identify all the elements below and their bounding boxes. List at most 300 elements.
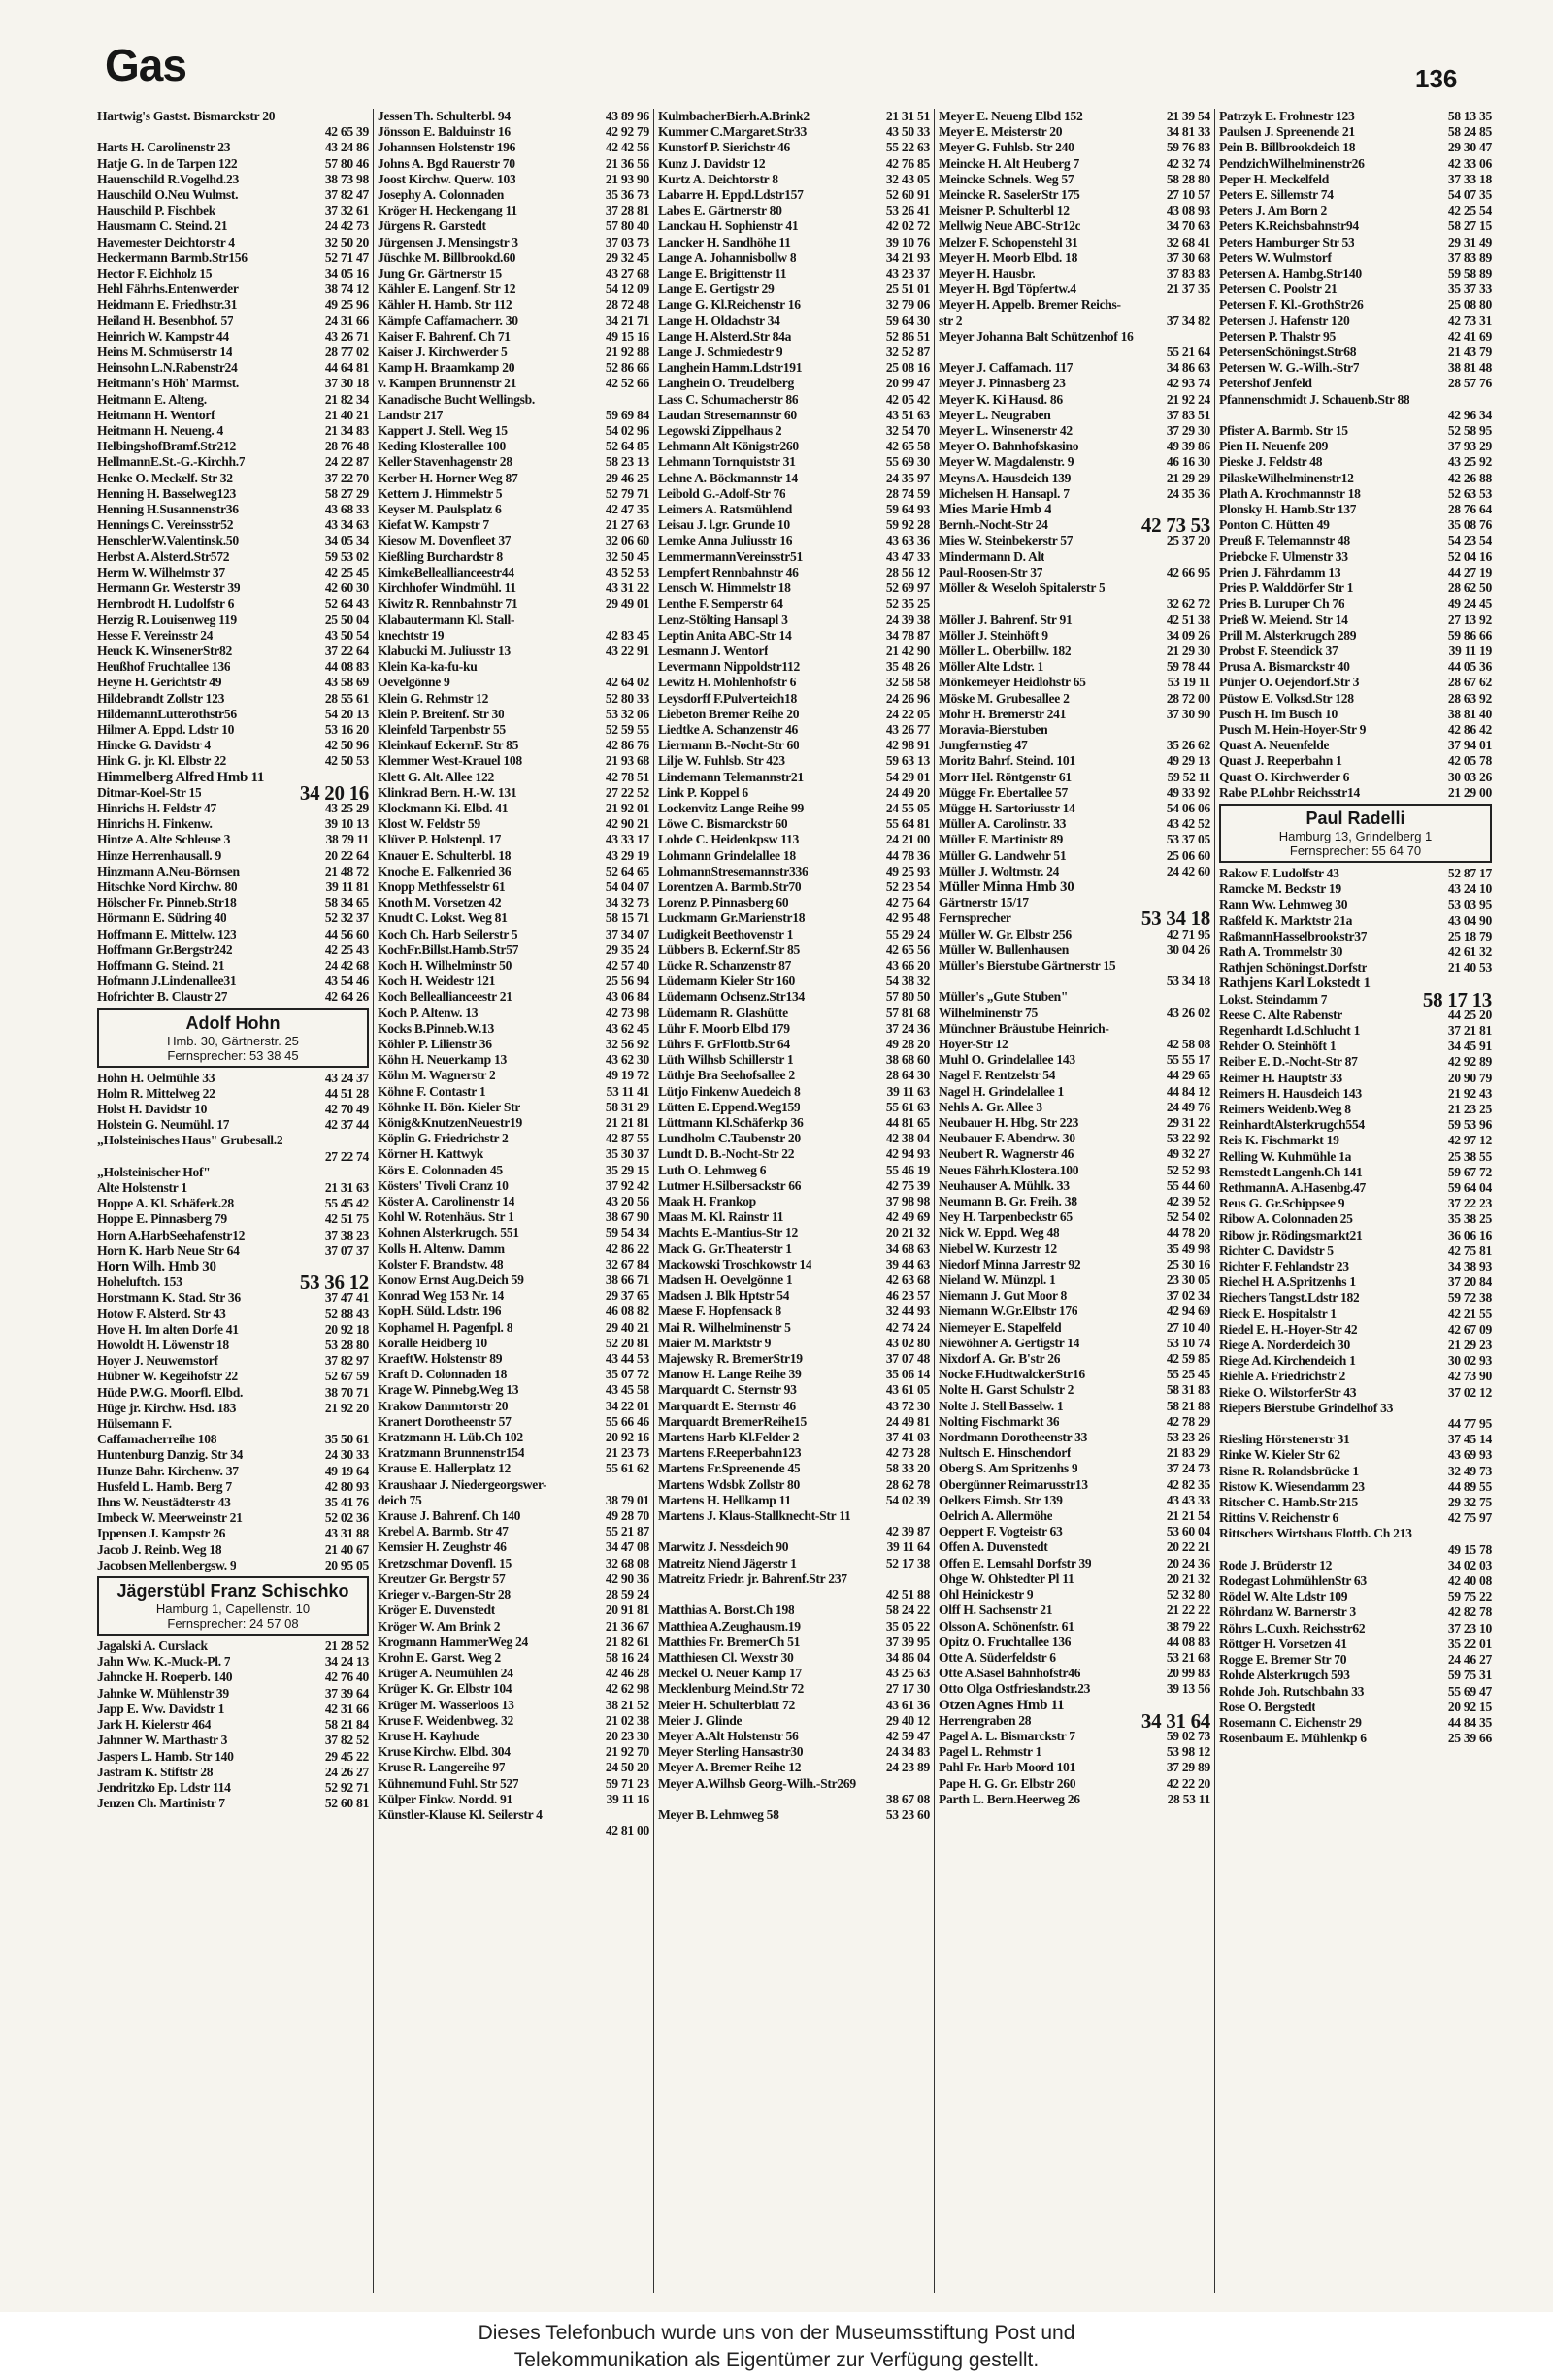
listing-name: Lange E. Brigittenstr 11: [658, 266, 787, 281]
listing-name: Löwe C. Bismarckstr 60: [658, 816, 788, 832]
listing-entry: [939, 1508, 1210, 1524]
listing-entry: [1219, 1196, 1492, 1211]
listing-phone: 21 23 25: [1447, 1101, 1492, 1116]
listing-phone: 53 34 18: [1140, 910, 1210, 927]
listing-name: Jark H. Kielerstr 464: [97, 1717, 212, 1733]
listing-phone: 43 61 36: [885, 1697, 930, 1712]
listing-name: Lehmann Tornquiststr 31: [658, 454, 796, 470]
listing-entry: [939, 1713, 1210, 1729]
listing-phone: 54 12 09: [605, 281, 649, 297]
listing-entry: [378, 1006, 649, 1021]
listing-phone: 37 24 73: [1166, 1461, 1210, 1476]
listing-name: Kretzschmar Dovenfl. 15: [378, 1555, 512, 1570]
listing-entry: [97, 1796, 369, 1811]
listing-entry: [378, 345, 649, 360]
listing-phone: 24 21 00: [885, 832, 930, 847]
listing-phone: [1486, 392, 1492, 408]
listing-phone: 37 22 70: [324, 470, 369, 485]
listing-name: Lütjo Finkenw Auedeich 8: [658, 1083, 801, 1099]
listing-entry: [939, 707, 1210, 722]
listing-name: Ritscher C. Hamb.Str 215: [1219, 1495, 1358, 1510]
listing-name: Lübbers B. Eckernf.Str 85: [658, 942, 800, 957]
listing-entry: [97, 1322, 369, 1338]
listing-phone: 42 50 53: [324, 753, 369, 769]
listing-name: Marwitz J. Nessdeich 90: [658, 1539, 789, 1555]
listing-phone: 53 21 68: [1166, 1649, 1210, 1665]
listing-phone: 42 47 35: [605, 502, 649, 517]
listing-name: Hoheluftch. 153: [97, 1274, 182, 1290]
listing-entry: [658, 454, 930, 470]
listing-entry: [939, 879, 1210, 895]
listing-entry: [97, 314, 369, 329]
listing-entry: [658, 659, 930, 675]
listing-entry: [97, 533, 369, 548]
listing-phone: [644, 612, 649, 628]
listing-phone: 53 11 41: [606, 1083, 649, 1099]
listing-entry: [658, 408, 930, 423]
listing-entry: [658, 722, 930, 738]
listing-name: Hauschild O.Neu Wulmst.: [97, 187, 239, 203]
listing-entry: [939, 1115, 1210, 1131]
listing-entry: [658, 1021, 930, 1037]
listing-phone: 52 79 71: [605, 485, 649, 501]
listing-name: Horn A.HarbSeehafenstr12: [97, 1227, 246, 1242]
listing-phone: 34 78 87: [885, 627, 930, 643]
listing-entry: [1219, 1558, 1492, 1573]
listing-entry: [97, 1385, 369, 1401]
listing-name: Mellwig Neue ABC-Str12c: [939, 218, 1081, 234]
listing-phone: 42 02 72: [885, 218, 930, 234]
listing-phone: 52 60 81: [324, 1796, 369, 1811]
listing-name: Knudt C. Lokst. Weg 81: [378, 910, 508, 926]
listing-phone: 37 02 34: [1166, 1288, 1210, 1304]
listing-entry: [658, 423, 930, 439]
listing-name: Lange H. Oldachstr 34: [658, 313, 780, 328]
listing-name: Joost Kirchw. Querw. 103: [378, 171, 516, 186]
listing-phone: 42 94 93: [885, 1146, 930, 1162]
listing-name: Hoyer J. Neuwemstorf: [97, 1353, 218, 1369]
listing-name: Riepers Bierstube Grindelhof 33: [1219, 1400, 1394, 1415]
listing-entry: [97, 895, 369, 910]
listing-name: Mack G. Gr.Theaterstr 1: [658, 1240, 792, 1256]
listing-name: Möller Alte Ldstr. 1: [939, 659, 1044, 675]
listing-phone: 29 32 75: [1447, 1495, 1492, 1510]
listing-phone: 43 47 33: [885, 548, 930, 564]
listing-phone: 54 02 39: [885, 1492, 930, 1507]
listing-name: Rinke W. Kieler Str 62: [1219, 1447, 1340, 1463]
listing-phone: 49 15 78: [1447, 1541, 1492, 1557]
listing-phone: 42 86 76: [605, 738, 649, 753]
listing-name: PetersenSchöningst.Str68: [1219, 345, 1357, 360]
listing-entry: [378, 1524, 649, 1539]
listing-phone: 42 73 31: [1447, 313, 1492, 328]
listing-entry: [378, 1698, 649, 1713]
listing-phone: 20 99 47: [885, 376, 930, 391]
listing-phone: 52 58 95: [1447, 423, 1492, 439]
listing-entry: [1219, 866, 1492, 881]
listing-entry: [939, 1052, 1210, 1068]
listing-phone: 20 99 83: [1166, 1666, 1210, 1681]
listing-phone: 37 94 01: [1447, 738, 1492, 753]
listing-phone: 58 28 80: [1166, 171, 1210, 186]
listing-name: Petersen P. Thalstr 95: [1219, 328, 1337, 344]
listing-name: Kreutzer Gr. Bergstr 57: [378, 1570, 506, 1586]
listing-name: Neumann B. Gr. Freih. 38: [939, 1194, 1077, 1209]
listing-phone: 32 62 72: [1166, 596, 1210, 612]
listing-name: Jastram K. Stiftstr 28: [97, 1764, 214, 1779]
listing-name: Hübner W. Kegeihofstr 22: [97, 1369, 238, 1384]
listing-phone: 42 97 12: [1447, 1133, 1492, 1148]
listing-phone: [363, 1259, 369, 1274]
listing-name: Hölscher Fr. Pinneb.Str18: [97, 895, 237, 910]
listing-name: Melzer F. Schopenstehl 31: [939, 234, 1078, 249]
listing-entry: [378, 707, 649, 722]
listing-name: Legowski Zippelhaus 2: [658, 423, 782, 439]
listing-name: Krebel A. Barmb. Str 47: [378, 1524, 509, 1539]
listing-entry: [1219, 392, 1492, 408]
listing-name: Obergünner Reimarusstr13: [939, 1476, 1088, 1492]
listing-phone: 52 87 17: [1447, 865, 1492, 880]
listing-name: Rosenbaum E. Mühlenkp 6: [1219, 1731, 1367, 1746]
listing-entry: [97, 218, 369, 234]
listing-phone: 52 52 93: [1166, 1162, 1210, 1177]
listing-entry: [1219, 360, 1492, 376]
listing-entry: [97, 770, 369, 785]
listing-name: Ney H. Tarpenbeckstr 65: [939, 1209, 1073, 1225]
listing-name: Leptin Anita ABC-Str 14: [658, 627, 792, 643]
listing-name: Rieke O. WilstorferStr 43: [1219, 1384, 1357, 1400]
listing-phone: 42 65 56: [885, 942, 930, 957]
listing-phone: 28 63 92: [1447, 690, 1492, 706]
listing-name: Müller's „Gute Stuben": [939, 989, 1069, 1005]
listing-phone: 43 66 20: [885, 957, 930, 973]
listing-entry: [658, 376, 930, 391]
listing-entry: [1219, 1401, 1492, 1416]
listing-phone: 44 08 83: [1166, 1634, 1210, 1649]
listing-entry: [97, 187, 369, 203]
listing-name: Offen A. Duvenstedt: [939, 1539, 1048, 1555]
listing-phone: 59 69 84: [605, 407, 649, 422]
listing-name: Rakow F. Ludolfstr 43: [1219, 865, 1339, 880]
listing-phone: 28 67 62: [1447, 675, 1492, 690]
listing-name: Lohde C. Heidenkpsw 113: [658, 832, 799, 847]
listing-entry: [1219, 1071, 1492, 1086]
listing-entry: [939, 753, 1210, 769]
listing-name: Jahncke H. Roeperb. 140: [97, 1669, 233, 1685]
listing-name: LohmannStresemannstr336: [658, 863, 809, 878]
listing-name: Peters K.Reichsbahnstr94: [1219, 218, 1359, 234]
listing-phone: 21 02 38: [605, 1712, 649, 1728]
listing-name: Caffamacherreihe 108: [97, 1432, 217, 1447]
listing-entry: [658, 675, 930, 690]
listing-name: Rose O. Bergstedt: [1219, 1699, 1316, 1714]
listing-name: Matthiesen Cl. Wexstr 30: [658, 1649, 794, 1665]
listing-phone: 44 81 65: [885, 1115, 930, 1130]
listing-phone: 25 08 16: [885, 360, 930, 376]
listing-entry: [939, 958, 1210, 974]
listing-name: Heyne H. Gerichtstr 49: [97, 675, 222, 690]
listing-entry: [939, 1351, 1210, 1367]
listing-entry: [378, 770, 649, 785]
listing-entry: [939, 1367, 1210, 1382]
listing-name: Muhl O. Grindelallee 143: [939, 1052, 1075, 1068]
listing-name: Müller's Bierstube Gärtnerstr 15: [939, 957, 1116, 973]
listing-entry: [97, 1780, 369, 1796]
listing-name: Herm W. Wilhelmstr 37: [97, 564, 225, 579]
listing-entry: [97, 1717, 369, 1733]
listing-entry: [658, 1524, 930, 1539]
listing-phone: 21 36 56: [605, 155, 649, 171]
listing-name: Maese F. Hopfensack 8: [658, 1304, 781, 1319]
listing-phone: 24 42 73: [324, 218, 369, 234]
listing-entry: [378, 408, 649, 423]
listing-name: Richter C. Davidstr 5: [1219, 1242, 1334, 1258]
listing-phone: 44 89 55: [1447, 1478, 1492, 1494]
listing-entry: [658, 1666, 930, 1681]
listing-phone: 43 54 46: [324, 974, 369, 989]
listing-phone: 37 30 90: [1166, 706, 1210, 721]
listing-phone: 21 48 72: [324, 863, 369, 878]
listing-name: Nordmann Dorotheenstr 33: [939, 1430, 1088, 1445]
listing-name: Pusch H. Im Busch 10: [1219, 706, 1338, 721]
listing-name: Reimers Weidenb.Weg 8: [1219, 1101, 1351, 1116]
listing-name: HellmannE.St.-G.-Kirchh.7: [97, 454, 246, 470]
listing-phone: 49 19 64: [324, 1463, 369, 1478]
listing-phone: 52 64 65: [605, 863, 649, 878]
listing-phone: 42 49 69: [885, 1209, 930, 1225]
listing-name: Mecklenburg Meind.Str 72: [658, 1681, 805, 1697]
listing-name: Marquardt BremerReihe15: [658, 1413, 808, 1429]
listing-name: Lancker H. Sandhöhe 11: [658, 234, 791, 249]
listing-phone: 38 70 71: [324, 1384, 369, 1400]
listing-phone: 34 47 08: [605, 1539, 649, 1555]
listing-phone: 43 44 53: [605, 1351, 649, 1367]
listing-phone: 35 05 22: [885, 1618, 930, 1634]
listing-phone: 24 35 36: [1166, 485, 1210, 501]
listing-phone: 21 93 90: [605, 171, 649, 186]
listing-name: Krogmann HammerWeg 24: [378, 1634, 529, 1649]
listing-phone: 54 29 01: [885, 769, 930, 784]
listing-name: Hesse F. Vereinsstr 24: [97, 627, 214, 643]
listing-phone: 24 39 38: [885, 612, 930, 627]
listing-phone: 37 93 29: [1447, 439, 1492, 454]
listing-name: Josephy A. Colonnaden: [378, 187, 505, 203]
listing-name: Henning H. Basselweg123: [97, 485, 237, 501]
listing-entry: [1219, 1447, 1492, 1463]
listing-phone: 37 39 64: [324, 1685, 369, 1701]
listing-phone: 30 02 93: [1447, 1353, 1492, 1369]
listing-entry: [658, 172, 930, 187]
listing-name: Klüver P. Holstenpl. 17: [378, 832, 502, 847]
listing-entry: [1219, 1495, 1492, 1510]
listing-phone: 37 82 47: [324, 187, 369, 203]
listing-phone: 27 22 74: [324, 1148, 369, 1164]
listing-name: Hoyer-Str 12: [939, 1036, 1008, 1051]
listing-entry: [658, 1288, 930, 1304]
listing-entry: [1219, 1117, 1492, 1133]
listing-phone: 44 27 19: [1447, 564, 1492, 579]
listing-entry: [939, 770, 1210, 785]
listing-entry: [939, 942, 1210, 958]
listing-name: Rehder O. Steinhöft 1: [1219, 1039, 1337, 1054]
listing-entry: [378, 1681, 649, 1697]
listing-entry: [658, 1477, 930, 1493]
listing-name: Rathjens Karl Lokstedt 1: [1219, 975, 1371, 992]
listing-name: Nick W. Eppd. Weg 48: [939, 1225, 1060, 1240]
listing-phone: 42 86 22: [605, 1240, 649, 1256]
listing-name: Lange E. Gertigstr 29: [658, 281, 775, 297]
listing-phone: 52 54 02: [1166, 1209, 1210, 1225]
listing-entry: [378, 1587, 649, 1603]
listing-name: Hoppe E. Pinnasberg 79: [97, 1211, 227, 1227]
listing-entry: [658, 1241, 930, 1257]
listing-entry: [658, 1603, 930, 1618]
listing-entry: [97, 1464, 369, 1479]
listing-name: Levermann Nippoldstr112: [658, 659, 801, 675]
listing-name: Nagel H. Grindelallee 1: [939, 1083, 1065, 1099]
listing-phone: 43 52 53: [605, 564, 649, 579]
listing-name: Herzig R. Louisenweg 119: [97, 612, 237, 627]
listing-name: Machts E.-Mantius-Str 12: [658, 1225, 798, 1240]
listing-entry: [378, 895, 649, 910]
listing-phone: 55 64 81: [885, 816, 930, 832]
listing-entry: [378, 281, 649, 297]
listing-name: Hauenschild R.Vogelhd.23: [97, 171, 240, 186]
listing-phone: 32 52 87: [885, 345, 930, 360]
listing-entry: [378, 502, 649, 517]
listing-phone: 54 02 96: [605, 423, 649, 439]
listing-name: PilaskeWilhelminenstr12: [1219, 470, 1354, 485]
listing-entry: [1219, 1243, 1492, 1259]
listing-name: Reimers H. Hausdeich 143: [1219, 1085, 1362, 1101]
listing-phone: 43 51 63: [885, 407, 930, 422]
listing-entry: [658, 1068, 930, 1083]
listing-entry: [939, 801, 1210, 816]
listing-entry: [658, 801, 930, 816]
listing-phone: 21 82 34: [324, 391, 369, 407]
listing-phone: 37 98 98: [885, 1194, 930, 1209]
listing-name: Maier M. Marktstr 9: [658, 1335, 772, 1350]
listing-phone: 25 56 94: [605, 974, 649, 989]
listing-phone: 24 34 83: [885, 1744, 930, 1760]
listing-entry: [658, 770, 930, 785]
listing-entry: [1219, 1464, 1492, 1479]
listing-name: Meincke Schnels. Weg 57: [939, 171, 1074, 186]
listing-name: Körner H. Kattwyk: [378, 1146, 484, 1162]
listing-phone: 34 86 63: [1166, 360, 1210, 376]
listing-name: Kraft D. Colonnaden 18: [378, 1367, 508, 1382]
listing-phone: 43 26 71: [324, 328, 369, 344]
listing-entry: [1219, 329, 1492, 345]
listing-entry: [1219, 1039, 1492, 1054]
listing-phone: 53 23 60: [885, 1806, 930, 1822]
listing-name: Lenthe F. Semperstr 64: [658, 596, 783, 612]
listing-entry: [939, 722, 1210, 738]
listing-name: Pape H. G. Gr. Elbstr 260: [939, 1775, 1076, 1791]
listing-phone: 28 76 64: [1447, 502, 1492, 517]
listing-name: Hintze A. Alte Schleuse 3: [97, 832, 231, 847]
listing-entry: [97, 376, 369, 391]
listing-phone: 55 45 42: [324, 1196, 369, 1211]
listing-name: Lütten E. Eppend.Weg159: [658, 1099, 801, 1114]
listing-name: Kruse R. Langereihe 97: [378, 1760, 506, 1775]
listing-name: RaßmannHasselbrookstr37: [1219, 928, 1368, 943]
listing-entry: [97, 816, 369, 832]
listing-phone: [1205, 958, 1210, 974]
listing-name: deich 75: [378, 1492, 422, 1507]
listing-phone: 21 37 35: [1166, 281, 1210, 297]
listing-phone: 52 32 80: [1166, 1587, 1210, 1603]
listing-entry: [1219, 1149, 1492, 1165]
listing-phone: 20 24 36: [1166, 1555, 1210, 1570]
listing-name: Rieck E. Hospitalstr 1: [1219, 1306, 1337, 1321]
listing-name: Meier H. Schulterblatt 72: [658, 1697, 795, 1712]
listing-name: Manow H. Lange Reihe 39: [658, 1367, 802, 1382]
listing-entry: [658, 1508, 930, 1524]
listing-entry: [1219, 266, 1492, 281]
listing-phone: 57 80 46: [324, 155, 369, 171]
listing-name: Jendritzko Ep. Ldstr 114: [97, 1779, 231, 1795]
listing-name: Kruse F. Weidenbweg. 32: [378, 1712, 514, 1728]
listing-entry: [939, 1556, 1210, 1571]
listing-name: Köhne F. Contastr 1: [378, 1083, 486, 1099]
listing-name: Hoffmann E. Mittelw. 123: [97, 926, 237, 942]
listing-name: Klabucki M. Juliusstr 13: [378, 643, 511, 658]
listing-entry: [1219, 691, 1492, 707]
listing-name: Jacob J. Reinb. Weg 18: [97, 1541, 222, 1557]
listing-phone: 21 21 81: [605, 1115, 649, 1130]
listing-phone: 25 39 66: [1447, 1731, 1492, 1746]
listing-phone: 43 42 52: [1166, 816, 1210, 832]
listing-phone: [924, 1571, 930, 1587]
listing-entry: [1219, 140, 1492, 155]
listing-phone: 43 06 84: [605, 989, 649, 1005]
listing-entry: [939, 187, 1210, 203]
listing-name: Pfannenschmidt J. Schauenb.Str 88: [1219, 391, 1410, 407]
ad-line: Hmb. 30, Gärtnerstr. 25: [167, 1033, 299, 1048]
listing-name: Madsen J. Blk Hptstr 54: [658, 1288, 790, 1304]
listing-phone: 39 11 63: [886, 1083, 930, 1099]
listing-entry: [1219, 281, 1492, 297]
listing-entry: [1219, 1290, 1492, 1306]
listing-entry: [939, 832, 1210, 847]
listing-name: Meyer E. Meisterstr 20: [939, 124, 1063, 140]
listing-entry: [378, 1445, 649, 1461]
listing-phone: 37 34 07: [605, 926, 649, 942]
listing-phone: 43 22 91: [605, 643, 649, 658]
listing-entry: [939, 1336, 1210, 1351]
listing-entry: [1219, 1306, 1492, 1322]
listing-phone: 43 89 96: [605, 109, 649, 123]
listing-entry: [378, 1273, 649, 1288]
listing-entry: [1219, 454, 1492, 470]
listing-entry: [378, 1320, 649, 1336]
listing-entry: [939, 816, 1210, 832]
listing-name: Kolster F. Brandstw. 48: [378, 1256, 504, 1272]
listing-name: Pfister A. Barmb. Str 15: [1219, 423, 1348, 439]
listing-phone: 55 69 47: [1447, 1683, 1492, 1699]
listing-entry: [939, 250, 1210, 266]
listing-phone: 54 38 32: [885, 974, 930, 989]
listing-phone: 34 05 16: [324, 266, 369, 281]
listing-phone: 21 28 52: [324, 1638, 369, 1654]
listing-name: Müller J. Woltmstr. 24: [939, 863, 1060, 878]
listing-phone: 44 08 83: [324, 659, 369, 675]
listing-name: Kiesow M. Dovenfleet 37: [378, 533, 512, 548]
listing-phone: 58 15 71: [605, 910, 649, 926]
listing-name: Lesmann J. Wentorf: [658, 643, 769, 658]
listing-phone: 58 31 29: [605, 1099, 649, 1114]
